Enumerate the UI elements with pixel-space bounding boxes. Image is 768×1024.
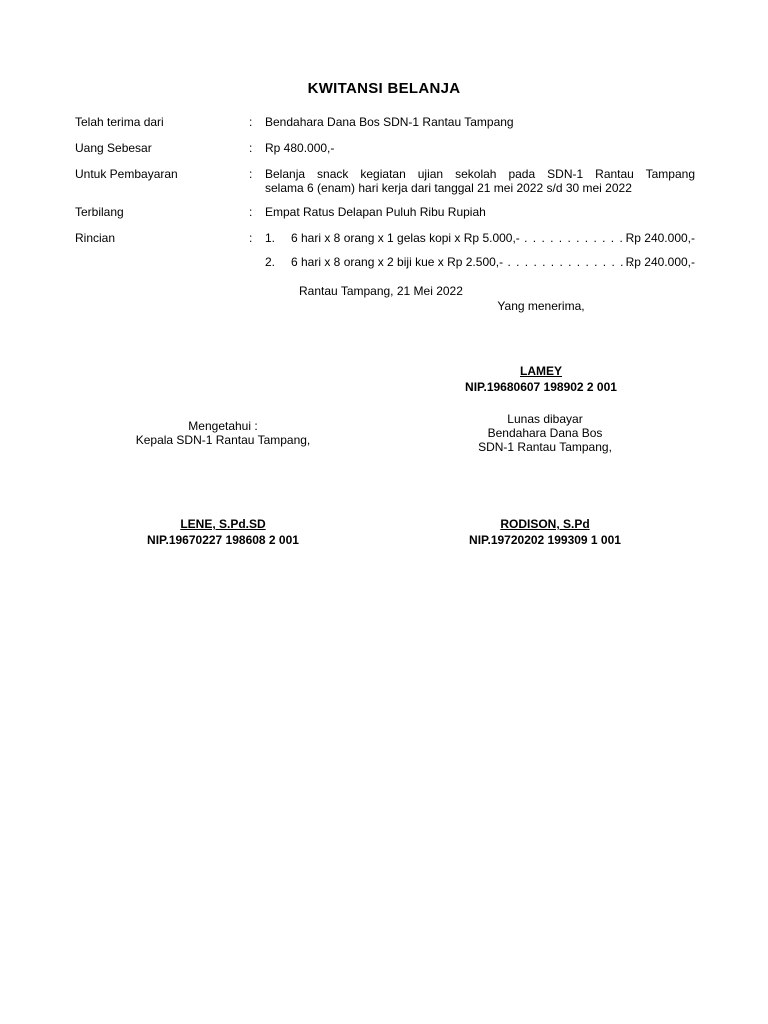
field-label-details: Rincian	[75, 231, 116, 245]
detail-item-text: 6 hari x 8 orang x 2 biji kue x Rp 2.500,-	[291, 255, 504, 269]
detail-item-number: 2.	[265, 255, 276, 269]
paid-name: RODISON, S.Pd	[500, 517, 590, 531]
field-value-in-words: Empat Ratus Delapan Puluh Ribu Rupiah	[265, 205, 486, 219]
field-colon: :	[249, 205, 253, 219]
field-label-amount: Uang Sebesar	[75, 141, 152, 155]
field-label-received-from: Telah terima dari	[75, 115, 164, 129]
field-colon: :	[249, 115, 253, 129]
document-title: KWITANSI BELANJA	[307, 80, 461, 97]
field-colon: :	[249, 231, 253, 245]
purpose-line-2: selama 6 (enam) hari kerja dari tanggal 21 mei 2022 s/d 30 mei 2022	[265, 181, 632, 195]
field-value-amount: Rp 480.000,-	[265, 141, 335, 155]
receiver-caption: Yang menerima,	[497, 299, 585, 313]
paid-caption-3: SDN-1 Rantau Tampang,	[478, 440, 612, 454]
paid-nip: NIP.19720202 199309 1 001	[469, 533, 621, 547]
acknowledged-caption-2: Kepala SDN-1 Rantau Tampang,	[135, 433, 311, 447]
field-value-received-from: Bendahara Dana Bos SDN-1 Rantau Tampang	[265, 115, 514, 129]
acknowledged-caption-1: Mengetahui :	[188, 419, 258, 433]
acknowledged-name: LENE, S.Pd.SD	[180, 517, 266, 531]
field-label-purpose: Untuk Pembayaran	[75, 167, 178, 181]
detail-item-number: 1.	[265, 231, 276, 245]
field-colon: :	[249, 141, 253, 155]
purpose-line-1: Belanja snack kegiatan ujian sekolah pada SDN-1 Rantau Tampang	[265, 167, 695, 181]
detail-item-description	[291, 255, 633, 269]
place-date: Rantau Tampang, 21 Mei 2022	[299, 284, 463, 298]
detail-item-amount: Rp 240.000,-	[625, 255, 695, 269]
field-colon: :	[249, 167, 253, 181]
paid-caption-1: Lunas dibayar	[507, 412, 583, 426]
detail-item-description	[291, 231, 624, 245]
detail-item-dots: . . . . . . . . . . . .	[519, 231, 624, 245]
detail-item-text: 6 hari x 8 orang x 1 gelas kopi x Rp 5.000,-	[291, 231, 520, 245]
paid-caption-2: Bendahara Dana Bos	[487, 426, 603, 440]
field-value-purpose	[265, 167, 695, 195]
detail-item-amount: Rp 240.000,-	[625, 231, 695, 245]
receiver-name: LAMEY	[520, 364, 562, 378]
receiver-nip: NIP.19680607 198902 2 001	[465, 380, 617, 394]
acknowledged-nip: NIP.19670227 198608 2 001	[147, 533, 299, 547]
field-label-in-words: Terbilang	[75, 205, 124, 219]
detail-item-dots: . . . . . . . . . . . . . . .	[503, 255, 634, 269]
